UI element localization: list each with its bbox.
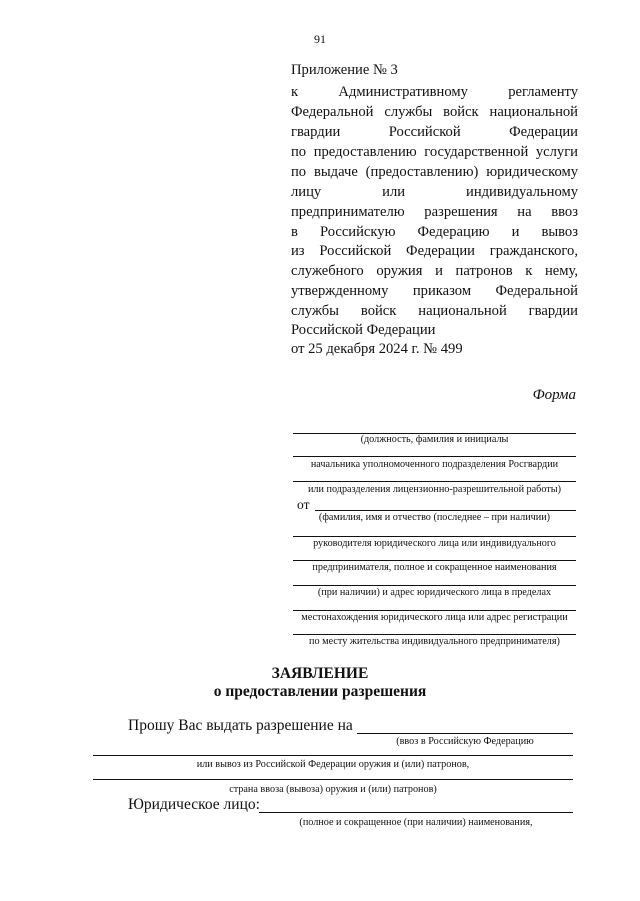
- request-caption: страна ввоза (вывоза) оружия и (или) патронов): [229, 784, 437, 795]
- appendix-line: лицу или индивидуальному: [291, 184, 578, 200]
- addressee-caption: местонахождения юридического лица или адрес регистрации: [301, 612, 568, 623]
- addressee-caption: руководителя юридического лица или индивидуального: [313, 538, 556, 549]
- request-line[interactable]: [93, 755, 573, 756]
- appendix-line: службы войск национальной гвардии: [291, 303, 578, 319]
- document-subtitle: о предоставлении разрешения: [213, 683, 427, 700]
- addressee-line[interactable]: [293, 610, 576, 611]
- addressee-caption: предпринимателя, полное и сокращенное наименования: [312, 562, 557, 573]
- addressee-caption: или подразделения лицензионно-разрешительной работы): [307, 484, 562, 495]
- addressee-line[interactable]: [293, 560, 576, 561]
- appendix-line: утвержденному приказом Федеральной: [291, 283, 578, 299]
- addressee-line[interactable]: [293, 536, 576, 537]
- addressee-caption: (при наличии) и адрес юридического лица в пределах: [317, 587, 552, 598]
- appendix-line: Российской Федерации: [291, 322, 436, 338]
- addressee-line[interactable]: [293, 456, 576, 457]
- from-line[interactable]: [315, 510, 576, 511]
- addressee-line[interactable]: [293, 634, 576, 635]
- addressee-caption: начальника уполномоченного подразделения Росгвардии: [310, 459, 559, 470]
- appendix-line: служебного оружия и патронов к нему,: [291, 263, 578, 279]
- legal-entity-caption: (полное и сокращенное (при наличии) наименования,: [299, 817, 533, 828]
- appendix-line: гвардии Российской Федерации: [291, 124, 578, 140]
- legal-entity-label: Юридическое лицо:: [128, 796, 260, 813]
- appendix-line: от 25 декабря 2024 г. № 499: [291, 341, 463, 357]
- appendix-line: по предоставлению государственной услуги: [291, 144, 578, 160]
- addressee-line[interactable]: [293, 481, 576, 482]
- addressee-caption: (фамилия, имя и отчество (последнее – при наличии): [318, 512, 551, 523]
- appendix-line: к Административному регламенту: [291, 84, 578, 100]
- legal-entity-line[interactable]: [259, 812, 573, 813]
- page-number: 91: [314, 32, 326, 46]
- addressee-caption: (должность, фамилия и инициалы: [360, 434, 509, 445]
- addressee-line[interactable]: [293, 585, 576, 586]
- appendix-line: Федеральной службы войск национальной: [291, 104, 578, 120]
- appendix-line: Приложение № 3: [291, 62, 398, 78]
- document-title: ЗАЯВЛЕНИЕ: [271, 665, 369, 682]
- request-caption: или вывоз из Российской Федерации оружия и (или) патронов,: [196, 759, 470, 770]
- appendix-line: из Российской Федерации гражданского,: [291, 243, 578, 259]
- request-line[interactable]: [93, 779, 573, 780]
- appendix-line: по выдаче (предоставлению) юридическому: [291, 164, 578, 180]
- addressee-caption: по месту жительства индивидуального предпринимателя): [309, 636, 560, 647]
- request-lead-text: Прошу Вас выдать разрешение на: [128, 717, 353, 734]
- from-label: от: [297, 497, 310, 512]
- appendix-line: предпринимателю разрешения на ввоз: [291, 204, 578, 220]
- request-caption: (ввоз в Российскую Федерацию: [396, 736, 534, 747]
- request-line[interactable]: [357, 733, 573, 734]
- appendix-line: в Российскую Федерацию и вывоз: [291, 224, 578, 240]
- form-label: Форма: [532, 387, 576, 403]
